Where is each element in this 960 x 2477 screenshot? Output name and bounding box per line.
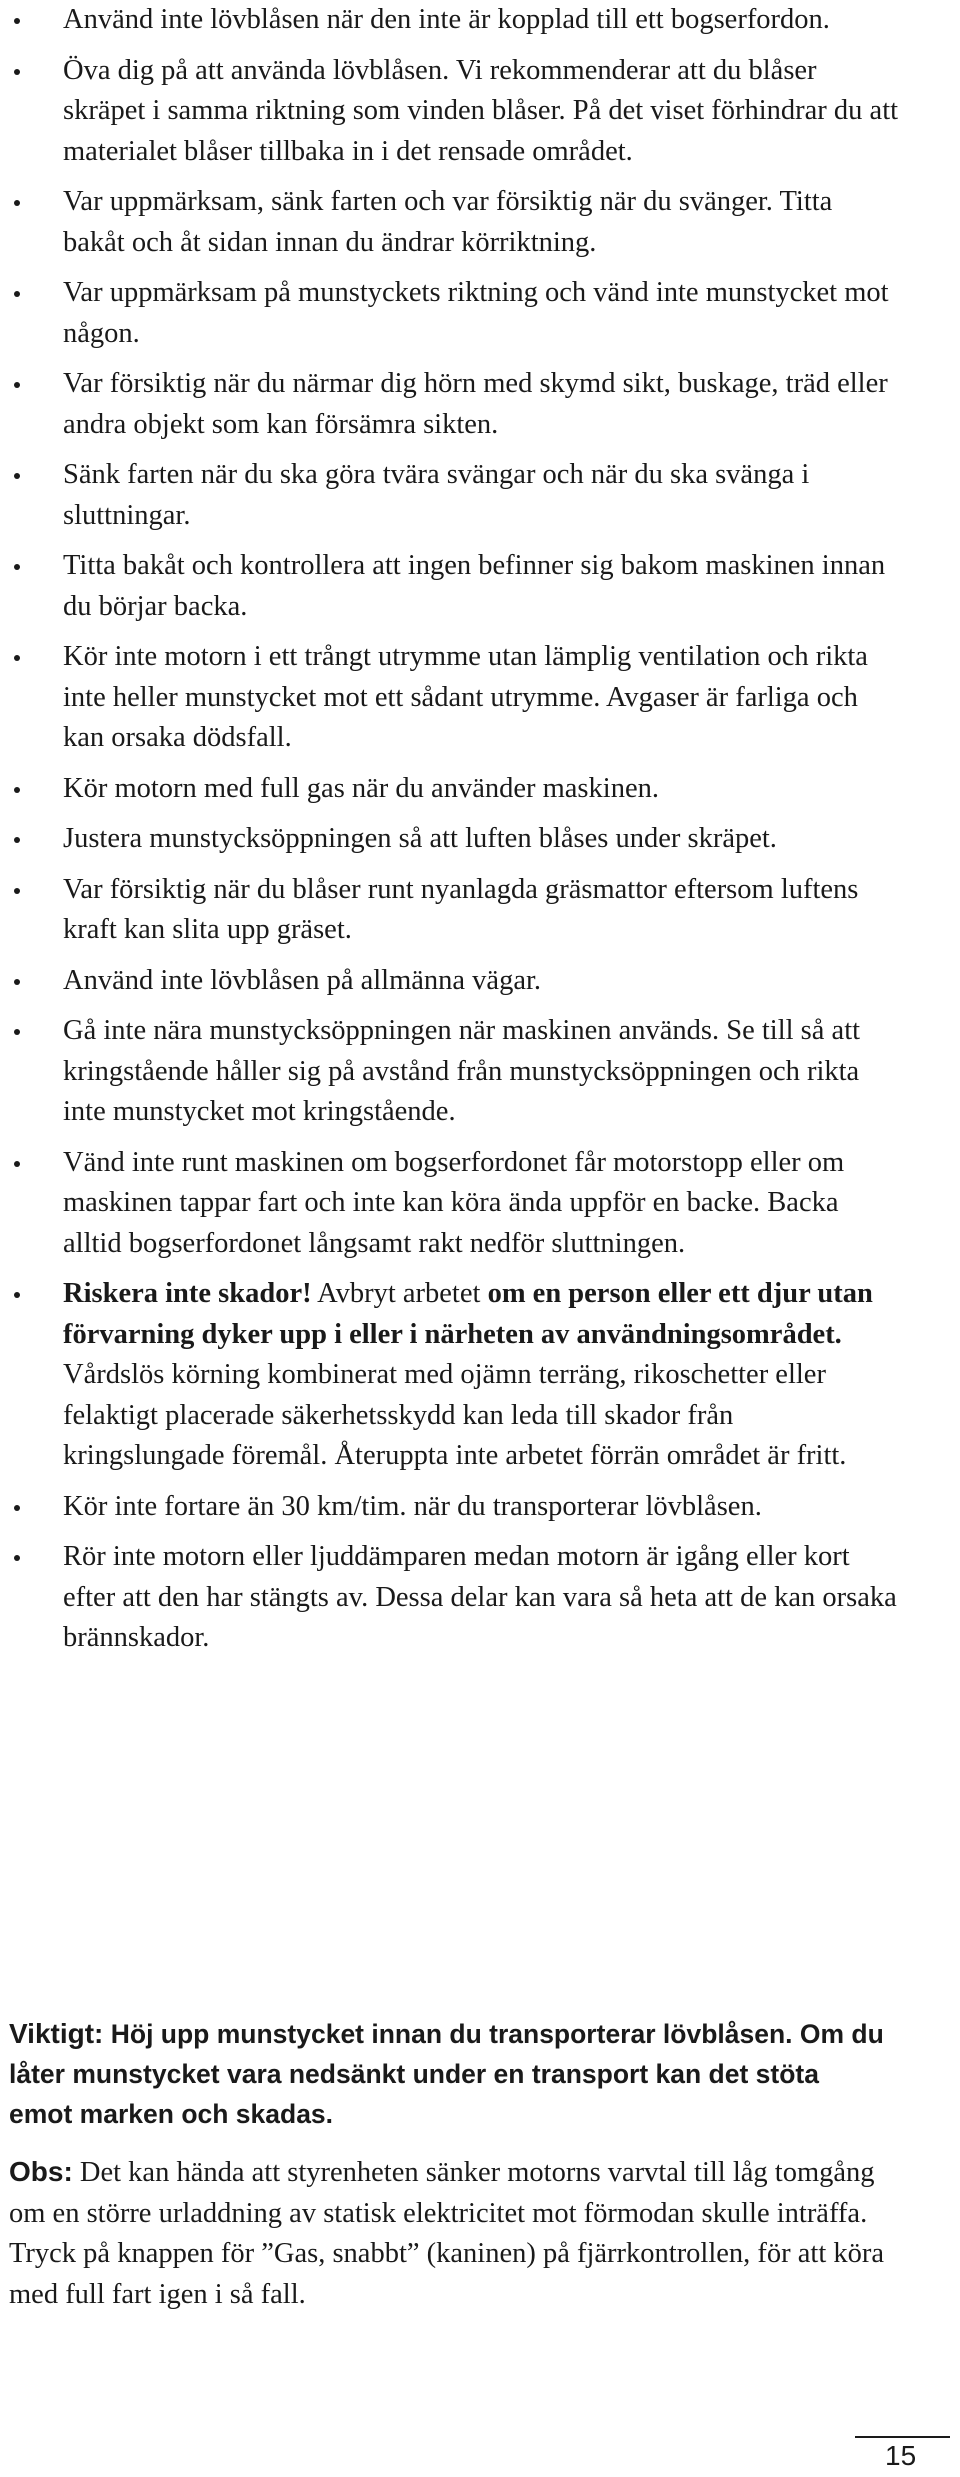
footer-rule: [855, 2436, 950, 2438]
bullet-item: [0, 546, 960, 627]
obs-note: [9, 2152, 889, 2315]
bullet-item: [0, 455, 960, 536]
bullet-item: [0, 182, 960, 263]
bullet-text-bold: om en person eller ett djur utan förvarning dyker upp i eller i närheten av användningsområdet.: [63, 1278, 873, 1350]
bullet-dot-icon: [14, 473, 20, 479]
bullet-dot-icon: [14, 1161, 20, 1167]
bullet-text: Kör inte fortare än 30 km/tim. när du transporterar lövblåsen.: [63, 1490, 762, 1522]
obs-text: Det kan hända att styrenheten sänker motorns varvtal till låg tomgång om en större urladdning av statisk elektricitet mot förmodan skulle inträffa. Tryck på knappen för ”Gas, snabbt” (kaninen) på fjärrkontrollen, för att köra med full fart igen i så fall.: [9, 2157, 885, 2310]
bullet-item: [0, 1487, 960, 1528]
bullet-item: [0, 1011, 960, 1133]
bullet-text: Var uppmärksam på munstyckets riktning och vänd inte munstycket mot någon.: [63, 277, 889, 349]
bullet-item: [0, 769, 960, 810]
bullet-text: Vänd inte runt maskinen om bogserfordonet får motorstopp eller om maskinen tappar fart och inte kan köra ända uppför en backe. Backa alltid bogserfordonet långsamt rakt nedför sluttningen.: [63, 1146, 845, 1259]
bullet-item: [0, 961, 960, 1002]
bullet-dot-icon: [14, 1292, 20, 1298]
bullet-dot-icon: [14, 564, 20, 570]
obs-label: Obs:: [9, 2156, 73, 2187]
bullet-text: Vårdslös körning kombinerat med ojämn terräng, rikoschetter eller felaktigt placerade säkerhetsskydd kan leda till skador från kringslungade föremål. Återuppta inte arbetet förrän området är fritt.: [63, 1359, 847, 1471]
bullet-text: Använd inte lövblåsen på allmänna vägar.: [63, 964, 542, 996]
bullet-dot-icon: [14, 382, 20, 388]
bullet-item: [0, 637, 960, 759]
bullet-dot-icon: [14, 1029, 20, 1035]
important-text: Höj upp munstycket innan du transporterar lövblåsen. Om du låter munstycket vara nedsänkt under en transport kan det stöta emot marken och skadas.: [9, 2019, 884, 2129]
bullet-item: [0, 870, 960, 951]
bullet-dot-icon: [14, 888, 20, 894]
bullet-text: Sänk farten när du ska göra tvära svängar och när du ska svänga i sluttningar.: [63, 459, 810, 531]
bullet-dot-icon: [14, 69, 20, 75]
bullet-dot-icon: [14, 837, 20, 843]
bullet-text: Kör inte motorn i ett trångt utrymme utan lämplig ventilation och rikta inte heller munstycket mot ett sådant utrymme. Avgaser är farliga och kan orsaka dödsfall.: [63, 641, 868, 753]
bullet-dot-icon: [14, 200, 20, 206]
bullet-text: Var uppmärksam, sänk farten och var försiktig när du svänger. Titta bakåt och åt sidan innan du ändrar körriktning.: [63, 186, 833, 258]
bullet-item: [0, 819, 960, 860]
bullet-text: Gå inte nära munstycksöppningen när maskinen används. Se till så att kringstående håller sig på avstånd från munstycksöppningen och rikta inte munstycket mot kringstående.: [63, 1015, 861, 1127]
bullet-text: Använd inte lövblåsen när den inte är kopplad till ett bogserfordon.: [63, 4, 830, 35]
bullet-text: Justera munstycksöppningen så att luften blåses under skräpet.: [63, 823, 777, 854]
bullet-text-bold: Riskera inte skador!: [63, 1278, 312, 1309]
bullet-item: [0, 1537, 960, 1659]
bullet-dot-icon: [14, 1555, 20, 1561]
bullet-dot-icon: [14, 1505, 20, 1511]
bullet-text: Var försiktig när du blåser runt nyanlagda gräsmattor eftersom luftens kraft kan slita upp gräset.: [63, 873, 859, 945]
bullet-text: Öva dig på att använda lövblåsen. Vi rekommenderar att du blåser skräpet i samma riktning som vinden blåser. På det viset förhindrar du att materialet blåser tillbaka in i det rensade området.: [63, 54, 899, 167]
bullet-item: [0, 1274, 960, 1477]
bullet-text: Avbryt arbetet: [311, 1278, 488, 1309]
bullet-item: [0, 1143, 960, 1265]
important-note: [9, 2014, 889, 2134]
bullet-dot-icon: [14, 291, 20, 297]
bullet-text: Kör motorn med full gas när du använder maskinen.: [63, 772, 659, 804]
bullet-text: Rör inte motorn eller ljuddämparen medan motorn är igång eller kort efter att den har stängts av. Dessa delar kan vara så heta att de kan orsaka brännskador.: [63, 1541, 897, 1653]
bullet-text: Var försiktig när du närmar dig hörn med skymd sikt, buskage, träd eller andra objekt som kan försämra sikten.: [63, 368, 888, 440]
bullet-item: [0, 273, 960, 354]
bullet-text: Titta bakåt och kontrollera att ingen befinner sig bakom maskinen innan du börjar backa.: [63, 550, 886, 622]
bullet-dot-icon: [14, 787, 20, 793]
bullet-item: [0, 364, 960, 445]
bullet-item: [0, 51, 960, 173]
important-label: Viktigt:: [9, 2018, 104, 2049]
bullet-item: [0, 0, 960, 41]
bullet-dot-icon: [14, 18, 20, 24]
page-number: 15: [885, 2440, 917, 2471]
bullet-dot-icon: [14, 655, 20, 661]
bullet-dot-icon: [14, 979, 20, 985]
